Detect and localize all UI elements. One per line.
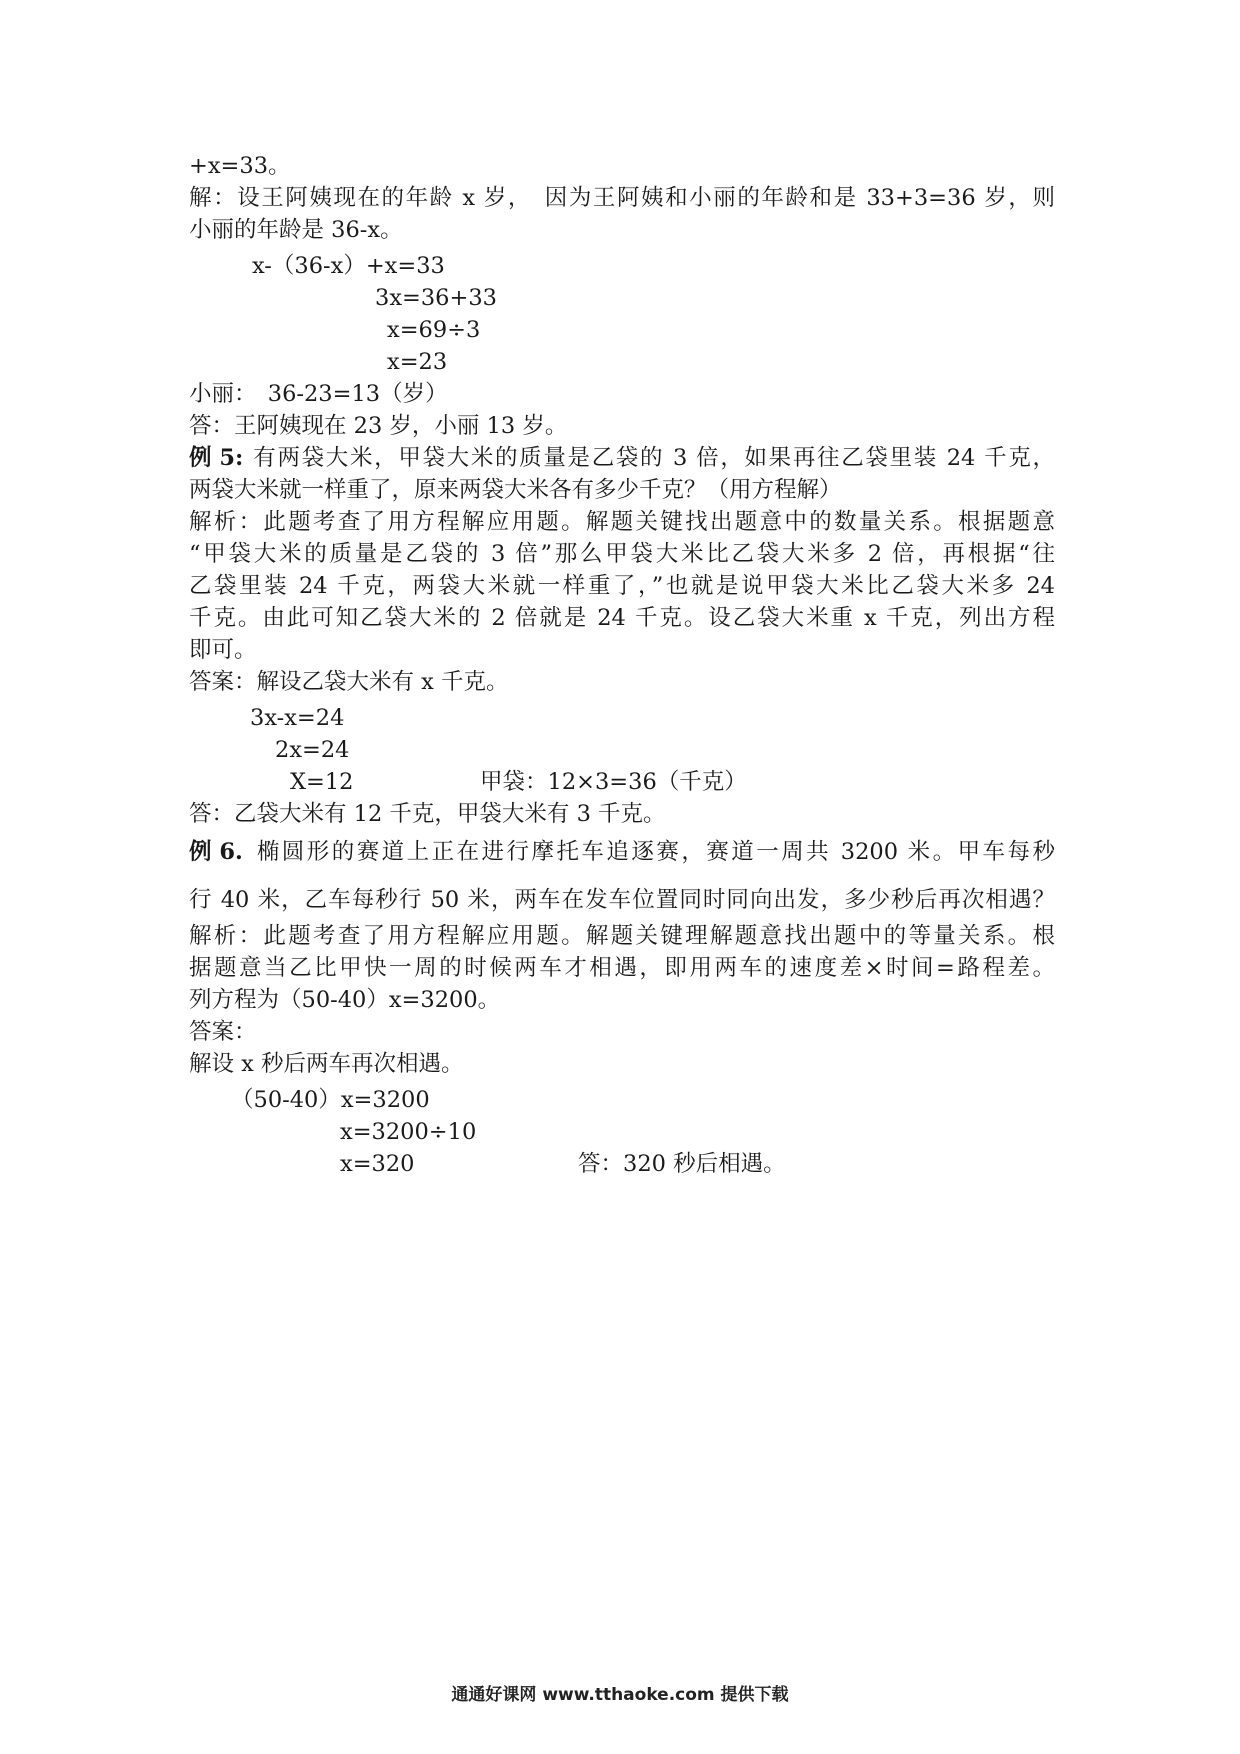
answer-line-example4: 答：王阿姨现在 23 岁，小丽 13 岁。 [189, 413, 568, 439]
analysis-6-line-1: 解析：此题考查了用方程解应用题。解题关键理解题意找出题中的等量关系。根 [189, 923, 1055, 949]
analysis-6-line-3: 列方程为（50-40）x=3200。 [189, 987, 501, 1013]
xiaoli-age-line: 小丽： 36-23=13（岁） [189, 381, 448, 407]
example-6-label: 例 6. [189, 839, 243, 865]
answer-line-example6: 答：320 秒后相遇。 [578, 1151, 786, 1177]
bag-a-calculation: 甲袋：12×3=36（千克） [480, 769, 747, 795]
answer-line-example5: 答：乙袋大米有 12 千克，甲袋大米有 3 千克。 [189, 801, 666, 827]
equation-step-2: 3x=36+33 [375, 285, 497, 311]
analysis-5-line-2: “甲袋大米的质量是乙袋的 3 倍”那么甲袋大米比乙袋大米多 2 倍，再根据“往 [189, 541, 1055, 567]
example-5-question: 有两袋大米，甲袋大米的质量是乙袋的 3 倍，如果再往乙袋里装 24 千克， [253, 445, 1055, 471]
example-6-heading [189, 836, 1055, 868]
equation-step-1: x-（36-x）+x=33 [252, 253, 445, 279]
example-5-heading [189, 442, 1055, 474]
equation-6-step-1: （50-40）x=3200 [231, 1087, 430, 1113]
analysis-5-line-1: 解析：此题考查了用方程解应用题。解题关键找出题意中的数量关系。根据题意 [189, 509, 1055, 535]
equation-step-4: x=23 [387, 349, 448, 375]
footer-watermark: 通通好课网 www.tthaoke.com 提供下载 [451, 1685, 789, 1705]
analysis-5-line-5: 即可。 [189, 637, 257, 663]
example-6-question: 椭圆形的赛道上正在进行摩托车追逐赛，赛道一周共 3200 米。甲车每秒 [256, 839, 1055, 865]
equation-5-step-1: 3x-x=24 [250, 705, 345, 731]
answer-5-setup: 答案：解设乙袋大米有 x 千克。 [189, 669, 509, 695]
example-5-label: 例 5: [189, 445, 244, 471]
answer-6-label: 答案： [189, 1019, 257, 1045]
equation-5-step-3: X=12 [290, 769, 354, 795]
equation-tail-line: +x=33。 [189, 153, 291, 179]
example-5-question-cont: 两袋大米就一样重了，原来两袋大米各有多少千克？（用方程解） [189, 477, 842, 503]
equation-6-step-2: x=3200÷10 [340, 1119, 477, 1145]
equation-step-3: x=69÷3 [387, 317, 481, 343]
analysis-5-line-4: 千克。由此可知乙袋大米的 2 倍就是 24 千克。设乙袋大米重 x 千克，列出方程 [189, 605, 1055, 631]
analysis-5-line-3: 乙袋里装 24 千克，两袋大米就一样重了，”也就是说甲袋大米比乙袋大米多 24 [189, 573, 1055, 599]
equation-6-step-3: x=320 [340, 1151, 415, 1177]
equation-5-step-2: 2x=24 [275, 737, 350, 763]
solution-intro-cont: 小丽的年龄是 36-x。 [189, 217, 403, 243]
analysis-6-line-2: 据题意当乙比甲快一周的时候两车才相遇，即用两车的速度差×时间=路程差。 [189, 955, 1055, 981]
example-6-question-cont: 行 40 米，乙车每秒行 50 米，两车在发车位置同时同向出发，多少秒后再次相遇？ [189, 887, 1055, 913]
answer-6-setup: 解设 x 秒后两车再次相遇。 [189, 1051, 464, 1077]
solution-intro-line: 解：设王阿姨现在的年龄 x 岁， 因为王阿姨和小丽的年龄和是 33+3=36 岁，则 [189, 185, 1055, 211]
